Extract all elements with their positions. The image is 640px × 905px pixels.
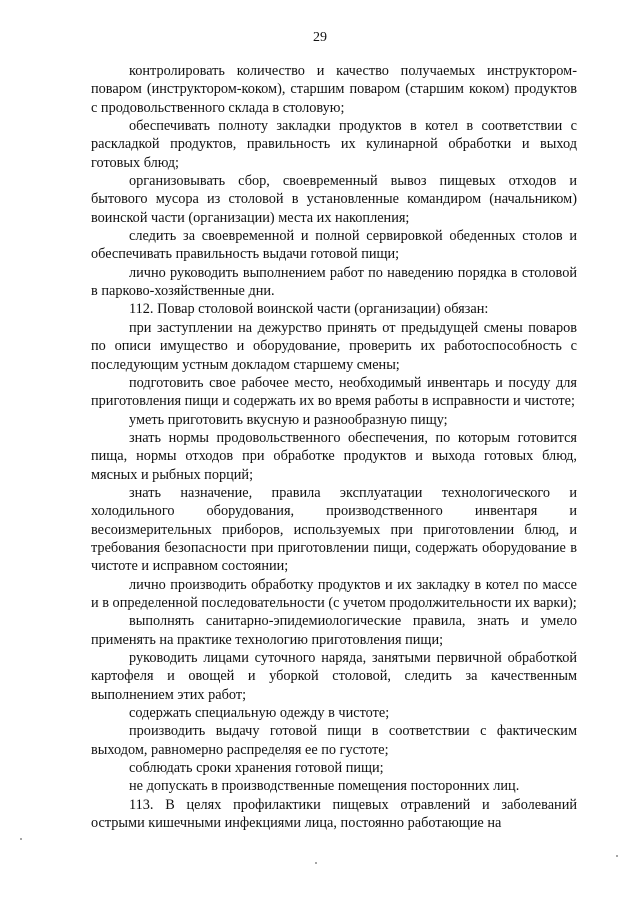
paragraph: знать нормы продовольственного обеспечения, по которым готовится пища, нормы отходов при обработке продуктов и выхода готовых блюд, мясных и рыбных порций; bbox=[91, 429, 577, 483]
body-text bbox=[91, 62, 577, 832]
page-number: 29 bbox=[313, 30, 327, 45]
paragraph: лично руководить выполнением работ по наведению порядка в столовой в парково-хозяйственные дни. bbox=[91, 264, 577, 300]
paragraph: лично производить обработку продуктов и их закладку в котел по массе и в определенной последовательности (с учетом продолжительности их варки); bbox=[91, 576, 577, 611]
paragraph: выполнять санитарно-эпидемиологические правила, знать и умело применять на практике технологию приготовления пищи; bbox=[91, 613, 577, 648]
paragraph: соблюдать сроки хранения готовой пищи; bbox=[129, 760, 384, 777]
section-paragraph-113: 113. В целях профилактики пищевых отравлений и заболеваний острыми кишечными инфекциями лица, постоянно работающие на bbox=[91, 796, 577, 832]
paragraph: при заступлении на дежурство принять от предыдущей смены поваров по описи имущество и оборудование, проверить их работоспособность с последующим устным докладом старшему смены; bbox=[91, 319, 577, 373]
section-heading-112: 112. Повар столовой воинской части (организации) обязан: bbox=[129, 301, 489, 318]
paragraph: не допускать в производственные помещения посторонних лиц. bbox=[129, 778, 520, 795]
paragraph: производить выдачу готовой пищи в соответствии с фактическим выходом, равномерно распределяя ее по густоте; bbox=[91, 723, 577, 758]
paragraph: знать назначение, правила эксплуатации технологического и холодильного оборудования, производственного инвентаря и весоизмерительных приборов, используемых при приготовлении блюд, и требования безопасности при приготовлении пищи, содержать оборудование в чистоте и исправном состоянии; bbox=[91, 484, 577, 575]
scan-speck bbox=[20, 838, 22, 840]
scan-speck bbox=[616, 855, 618, 857]
paragraph: обеспечивать полноту закладки продуктов в котел в соответствии с раскладкой продуктов, правильность их кулинарной обработки и выход готовых блюд; bbox=[91, 118, 577, 171]
scan-speck bbox=[315, 862, 317, 864]
paragraph: следить за своевременной и полной сервировкой обеденных столов и обеспечивать правильность выдачи готовой пищи; bbox=[91, 228, 577, 263]
paragraph: контролировать количество и качество получаемых инструктором-поваром (инструктором-коком), старшим поваром (старшим коком) продуктов с продовольственного склада в столовую; bbox=[91, 63, 577, 116]
paragraph: содержать специальную одежду в чистоте; bbox=[129, 705, 390, 722]
paragraph: подготовить свое рабочее место, необходимый инвентарь и посуду для приготовления пищи и содержать их во время работы в исправности и чистоте; bbox=[91, 374, 577, 410]
paragraph: уметь приготовить вкусную и разнообразную пищу; bbox=[129, 411, 448, 428]
paragraph: руководить лицами суточного наряда, занятыми первичной обработкой картофеля и овощей и уборкой столовой, следить за качественным выполнением этих работ; bbox=[91, 650, 577, 703]
paragraph: организовывать сбор, своевременный вывоз пищевых отходов и бытового мусора из столовой в установленные командиром (начальником) воинской части (организации) места их накопления; bbox=[91, 173, 577, 226]
